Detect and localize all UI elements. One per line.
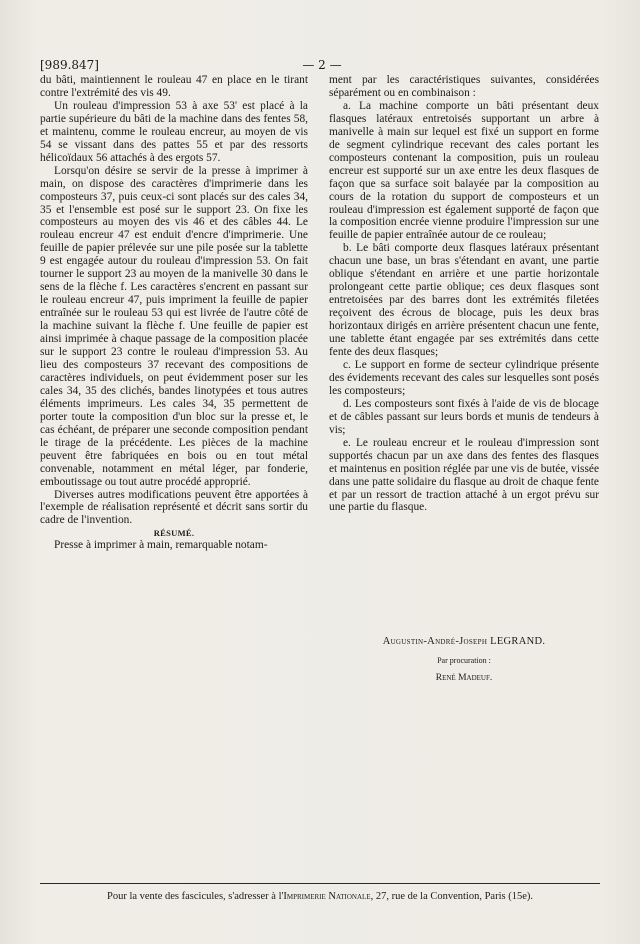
footer-text-a: Pour la vente des fascicules, s'adresser à l': [106, 891, 284, 902]
resume-heading: RÉSUMÉ.: [153, 528, 195, 539]
proxy-label: Par procuration :: [437, 656, 491, 665]
paragraph: Diverses autres modifications peuvent être apportées à l'exemple de réalisation représenté et décrit sans sortir du cadre de l'invention.: [40, 488, 308, 527]
footer-text-c: , 27, rue de la Convention, Paris (15e).: [370, 891, 533, 902]
paragraph: Presse à imprimer à main, remarquable notam-: [54, 539, 268, 552]
claim-item-a: a. La machine comporte un bâti présentant deux flasques latéraux entretoisés supportant un arbre à manivelle à main sur lequel est fixé un support en forme de segment cylindrique recevant des cales portant les composteurs contenant la composition, puis un rouleau encreur est supporté sur un axe entre les deux flasques de façon que sa surface soit balayée par la composition au cours de la rotation du support de composteurs et un rouleau d'impression est également supporté de façon que la composition encrée vienne produire l'impression sur une feuille de papier entraînée autour de ce rouleau;: [329, 99, 599, 242]
right-column: [329, 74, 599, 514]
patent-reference: [989.847]: [40, 58, 99, 72]
paragraph: du bâti, maintiennent le rouleau 47 en place en le tirant contre l'extrémité des vis 49.: [40, 74, 308, 99]
footer-publisher: Imprimerie Nationale: [283, 891, 371, 902]
claim-item-d: d. Les composteurs sont fixés à l'aide de vis de blocage et de câbles passant sur leurs bords et munis de tendeurs à vis;: [329, 397, 599, 436]
page-number: — 2 —: [302, 58, 342, 72]
left-column: [40, 74, 308, 552]
claim-item-c: c. Le support en forme de secteur cylindrique présente des évidements recevant des cales sur lesquelles sont posés les composteurs;: [329, 358, 599, 397]
claim-item-e: e. Le rouleau encreur et le rouleau d'impression sont supportés chacun par un axe dans des fentes des flasques et maintenus en position réglée par une vis de butée, vissée dans une patte solidaire du flasque au droit de chaque fente et par un ressort de traction attaché à un ergot prévu sur une partie du flasque.: [329, 436, 599, 514]
page-footer: [40, 891, 600, 902]
inventor-signature: Augustin-André-Joseph LEGRAND.: [382, 636, 546, 647]
agent-name: René Madeuf.: [435, 673, 493, 683]
footer-divider: [40, 883, 600, 884]
claim-item-b: b. Le bâti comporte deux flasques latéraux présentant chacun une base, un bras s'étendant en avant, une partie oblique s'étendant en arrière et une partie horizontale prolongeant cette partie oblique; ces deux flasques sont entretoisées par des barres dont les extrémités filetées reçoivent des écrous de blocage, puis les deux bras horizontaux dirigés en arrière présentent chacun une fente, une tablette étant engagée par ses extrémités dans cette fente des deux flasques;: [329, 242, 599, 359]
paragraph: ment par les caractéristiques suivantes, considérées séparément ou en combinaison :: [329, 74, 599, 99]
paragraph: Un rouleau d'impression 53 à axe 53' est placé à la partie supérieure du bâti de la machine dans des fentes 58, et maintenu, comme le rouleau encreur, au moyen de vis 54 se vissant dans des pattes 55 et par des ressorts hélicoïdaux 56 attachés à des ergots 57.: [40, 99, 308, 164]
paragraph: Lorsqu'on désire se servir de la presse à imprimer à main, on dispose des caractères d'imprimerie dans les composteurs 37, puis ceux-ci sont placés sur des cales 34, 35 et l'ensemble est posé sur le support 23. On fixe les composteurs au moyen des vis 46 et des câbles 44. Le rouleau encreur 47 est enduit d'encre d'imprimerie. Une feuille de papier prélevée sur une pile posée sur la tablette 9 est engagée autour du rouleau d'impression 53. On fait tourner le support 23 au moyen de la manivelle 30 dans le sens de la flèche f. Les caractères s'encrent en passant sur le rouleau encreur 47, puis impriment la feuille de papier entraînée sur le rouleau 53 qui est livrée de l'autre côté de la machine suivant la flèche f. Une feuille de papier est ainsi imprimée à chaque passage de la composition placée sur le support 23 contre le rouleau d'impression 53. Au lieu des composteurs 37 recevant des compositions de caractères individuels, on peut évidemment poser sur les cales 34, 35 des clichés, bandes linotypées et tous autres éléments imprimeurs. Les cales 34, 35 permettent de porter toute la composition d'un bloc sur la presse et, le cas échéant, de préparer une seconde composition pendant le tirage de la précédente. Les pièces de la machine peuvent être fabriquées en bois ou en tout métal convenable, notamment en métal léger, par fonderie, emboutissage ou tout autre procédé approprié.: [40, 164, 308, 488]
